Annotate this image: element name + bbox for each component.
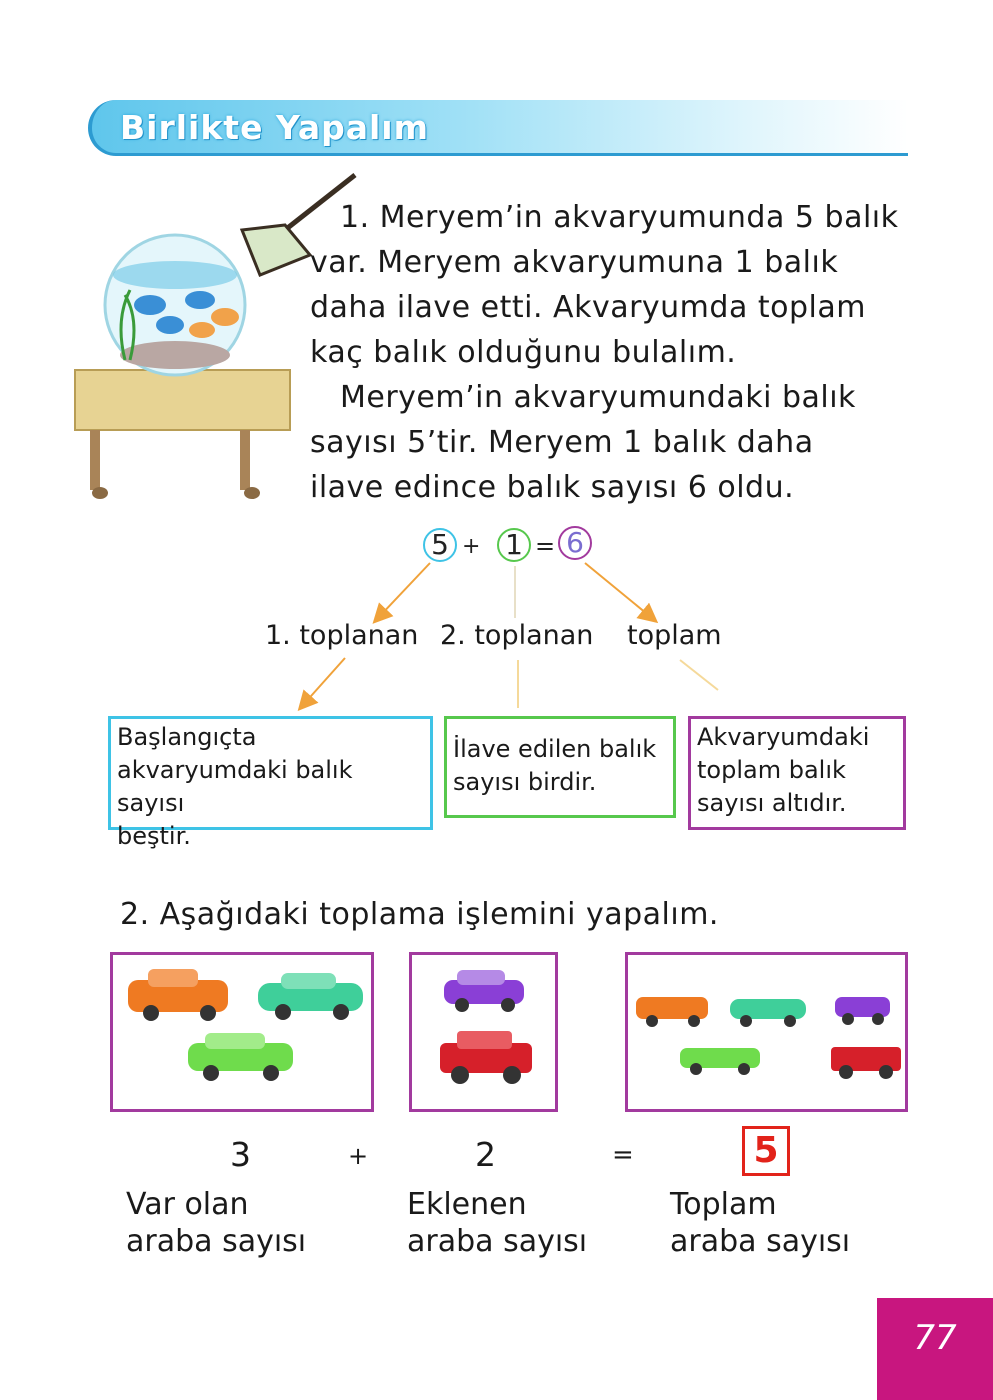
equals-sign: = — [612, 1140, 634, 1170]
label-sum: toplam — [627, 620, 722, 651]
addend-2-circle: 1 — [497, 528, 531, 562]
total-cars-box — [625, 952, 908, 1112]
added-cars-box — [409, 952, 558, 1112]
arrow-to-first-addend — [378, 563, 430, 618]
car-icon — [636, 997, 708, 1027]
label-total-cars: Toplam araba sayısı — [670, 1187, 851, 1259]
explanation-box-second-addend: İlave edilen balık sayısı birdir. — [444, 716, 676, 818]
operand-existing: 3 — [230, 1135, 251, 1174]
result-box: 5 — [742, 1126, 790, 1176]
car-icon — [680, 1048, 760, 1075]
car-icon — [188, 1033, 293, 1081]
operand-added: 2 — [475, 1135, 496, 1174]
problem-line-3: daha ilave etti. Akvaryumda toplam — [310, 290, 866, 325]
plus-sign: + — [348, 1142, 369, 1170]
section-header-title: Birlikte Yapalım — [120, 108, 429, 147]
problem-line-4: kaç balık olduğunu bulalım. — [310, 335, 737, 370]
equals-sign: = — [535, 532, 556, 560]
label-added-cars: Eklenen araba sayısı — [407, 1187, 588, 1259]
explanation-box-first-addend: Başlangıçta akvaryumdaki balık sayısı beştir. — [108, 716, 433, 830]
arrow-to-sum — [585, 563, 652, 618]
problem-line-1: 1. Meryem’in akvaryumunda 5 balık — [340, 200, 899, 235]
car-icon — [730, 999, 806, 1027]
label-existing-cars: Var olan araba sayısı — [126, 1187, 307, 1259]
arrow-to-third-box — [680, 660, 718, 690]
problem-line-6: sayısı 5’tir. Meryem 1 balık daha — [310, 425, 814, 460]
car-icon — [440, 1031, 532, 1084]
problem-line-2: var. Meryem akvaryumuna 1 balık — [310, 245, 839, 280]
exercise-2-title: 2. Aşağıdaki toplama işlemini yapalım. — [120, 897, 719, 932]
explanation-box-sum: Akvaryumdaki toplam balık sayısı altıdır. — [688, 716, 906, 830]
label-first-addend: 1. toplanan — [265, 620, 419, 651]
addend-1-circle: 5 — [423, 528, 457, 562]
problem-line-5: Meryem’in akvaryumundaki balık — [340, 380, 856, 415]
existing-cars-box — [110, 952, 374, 1112]
sum-circle: 6 — [558, 526, 592, 560]
page-number: 77 — [913, 1318, 957, 1358]
car-icon — [831, 1047, 901, 1079]
label-second-addend: 2. toplanan — [440, 620, 594, 651]
problem-line-7: ilave edince balık sayısı 6 oldu. — [310, 470, 795, 505]
plus-sign: + — [462, 534, 481, 559]
car-icon — [128, 969, 228, 1021]
car-icon — [258, 973, 363, 1020]
car-icon — [835, 997, 890, 1025]
car-icon — [444, 970, 524, 1012]
arrow-to-first-box — [303, 658, 345, 705]
